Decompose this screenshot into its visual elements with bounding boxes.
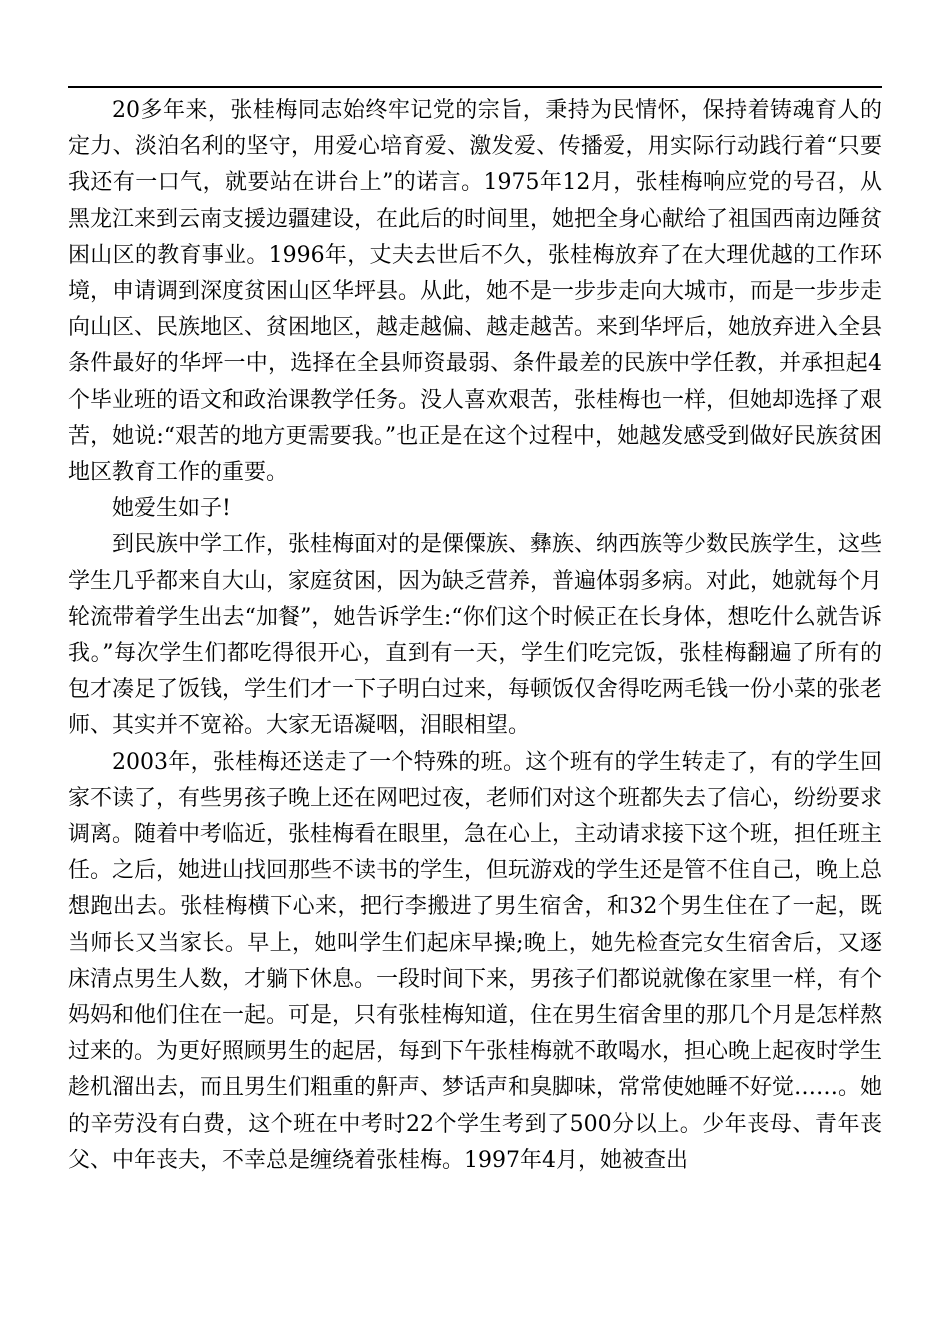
header-rule xyxy=(68,86,882,88)
paragraph-ethnic-school: 到民族中学工作，张桂梅面对的是傈僳族、彝族、纳西族等少数民族学生，这些学生几乎都来自大山，家庭贫困，因为缺乏营养，普遍体弱多病。对此，她就每个月轮流带着学生出去“加餐”，她告诉学生:“你们这个时候正在长身体，想吃什么就告诉我。”每次学生们都吃得很开心，直到有一天，学生们吃完饭，张桂梅翻遍了所有的包才凑足了饭钱，学生们才一下子明白过来，每顿饭仅舍得吃两毛钱一份小菜的张老师、其实并不宽裕。大家无语凝咽，泪眼相望。 xyxy=(68,532,883,739)
paragraph-intro: 20多年来，张桂梅同志始终牢记党的宗旨，秉持为民情怀，保持着铸魂育人的定力、淡泊名利的坚守，用爱心培育爱、激发爱、传播爱，用实际行动践行着“只要我还有一口气，就要站在讲台上”的诺言。1975年12月，张桂梅响应党的号召，从黑龙江来到云南支援边疆建设，在此后的时间里，她把全身心献给了祖国西南边陲贫困山区的教育事业。1996年，丈夫去世后不久，张桂梅放弃了在大理优越的工作环境，申请调到深度贫困山区华坪县。从此，她不是一步步走向大城市，而是一步步走向山区、民族地区、贫困地区，越走越偏、越走越苦。来到华坪后，她放弃进入全县条件最好的华坪一中，选择在全县师资最弱、条件最差的民族中学任教，并承担起4个毕业班的语文和政治课教学任务。没人喜欢艰苦，张桂梅也一样，但她却选择了艰苦，她说:“艰苦的地方更需要我。”也正是在这个过程中，她越发感受到做好民族贫困地区教育工作的重要。 xyxy=(68,98,883,486)
paragraph-special-class: 2003年，张桂梅还送走了一个特殊的班。这个班有的学生转走了，有的学生回家不读了，有些男孩子晚上还在网吧过夜，老师们对这个班都失去了信心，纷纷要求调离。随着中考临近，张桂梅看在眼里，急在心上，主动请求接下这个班，担任班主任。之后，她进山找回那些不读书的学生，但玩游戏的学生还是管不住自己，晚上总想跑出去。张桂梅横下心来，把行李搬进了男生宿舍，和32个男生住在了一起，既当师长又当家长。早上，她叫学生们起床早操;晚上，她先检查完女生宿舍后，又逐床清点男生人数，才躺下休息。一段时间下来，男孩子们都说就像在家里一样，有个妈妈和他们住在一起。可是，只有张桂梅知道，住在男生宿舍里的那几个月是怎样熬过来的。为更好照顾男生的起居，每到下午张桂梅就不敢喝水，担心晚上起夜时学生趁机溜出去，而且男生们粗重的鼾声、梦话声和臭脚味，常常使她睡不好觉……。她的辛劳没有白费，这个班在中考时22个学生考到了500分以上。少年丧母、青年丧父、中年丧夫，不幸总是缠绕着张桂梅。1997年4月，她被查出 xyxy=(68,749,883,1173)
article-body xyxy=(68,93,882,1179)
paragraph-heading-love-students: 她爱生如子! xyxy=(112,496,231,522)
